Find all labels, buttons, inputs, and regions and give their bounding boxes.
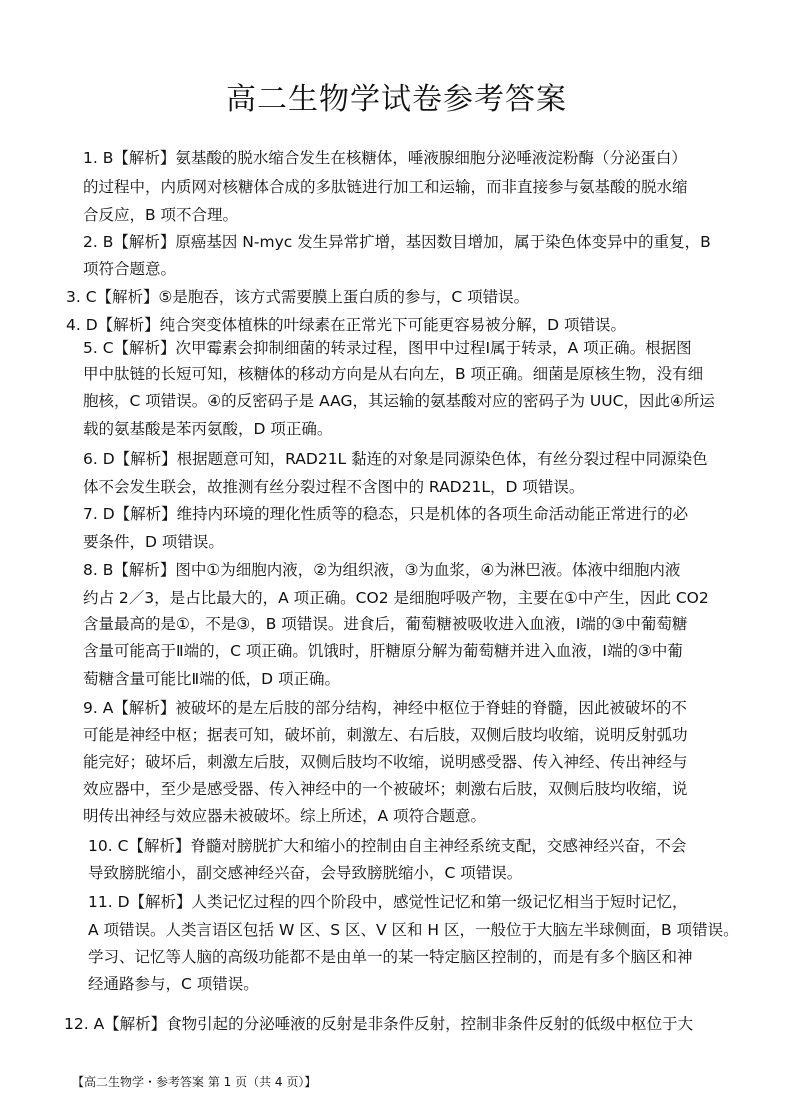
- text-line: 10. C【解析】脊髓对膀胱扩大和缩小的控制由自主神经系统支配，交感神经兴奋，不会: [88, 837, 687, 855]
- text-line: 要条件，D 项错误。: [83, 533, 224, 551]
- text-line: 甲中肽链的长短可知，核糖体的移动方向是从右向左，B 项正确。细菌是原核生物，没有细: [83, 365, 704, 383]
- text-line: 明传出神经与效应器未被破坏。综上所述，A 项符合题意。: [83, 807, 487, 825]
- text-line: 6. D【解析】根据题意可知，RAD21L 黏连的对象是同源染色体，有丝分裂过程中同源染色: [83, 450, 708, 468]
- text-line: 效应器中，至少是感受器、传入神经中的一个被破坏；刺激右后肢，双侧后肢均收缩，说: [83, 780, 688, 798]
- page-footer: 【高二生物学・参考答案 第 1 页（共 4 页）】: [72, 1075, 317, 1089]
- text-line: 约占 2／3，是占比最大的，A 项正确。CO2 是细胞呼吸产物，主要在①中产生，因此 CO2: [83, 589, 709, 607]
- text-line: 体不会发生联会，故推测有丝分裂过程不含图中的 RAD21L，D 项错误。: [83, 478, 585, 496]
- text-line: 7. D【解析】维持内环境的理化性质等的稳态，只是机体的各项生命活动能正常进行的必: [83, 505, 689, 523]
- text-line: 能完好；破坏后，刺激左后肢，双侧后肢均不收缩，说明感受器、传入神经、传出神经与: [83, 753, 688, 771]
- text-line: 含量可能高于Ⅱ端的，C 项正确。饥饿时，肝糖原分解为葡萄糖并进入血液，Ⅰ端的③中葡: [83, 642, 683, 660]
- text-line: 合反应，B 项不合理。: [83, 206, 239, 224]
- text-line: 9. A【解析】被破坏的是左后肢的部分结构，神经中枢位于脊蛙的脊髓，因此被破坏的不: [83, 699, 687, 717]
- text-line: 5. C【解析】次甲霉素会抑制细菌的转录过程，图甲中过程Ⅰ属于转录，A 项正确。根据图: [83, 339, 692, 357]
- text-line: 胞核，C 项错误。④的反密码子是 AAG，其运输的氨基酸对应的密码子为 UUC，因此④所运: [83, 392, 715, 410]
- text-line: 11. D【解析】人类记忆过程的四个阶段中，感觉性记忆和第一级记忆相当于短时记忆，: [88, 893, 688, 911]
- text-line: 学习、记忆等人脑的高级功能都不是由单一的某一特定脑区控制的，而是有多个脑区和神: [88, 948, 693, 966]
- text-line: 项符合题意。: [83, 260, 177, 278]
- text-line: 3. C【解析】⑤是胞吞，该方式需要膜上蛋白质的参与，C 项错误。: [66, 288, 530, 306]
- text-line: 2. B【解析】原癌基因 N-myc 发生异常扩增，基因数目增加，属于染色体变异中的重复，B: [83, 233, 711, 251]
- text-line: A 项错误。人类言语区包括 W 区、S 区、V 区和 H 区，一般位于大脑左半球侧面，B 项错误。: [88, 921, 739, 939]
- text-line: 导致膀胱缩小，副交感神经兴奋，会导致膀胱缩小，C 项错误。: [88, 864, 523, 882]
- text-line: 的过程中，内质网对核糖体合成的多肽链进行加工和运输，而非直接参与氨基酸的脱水缩: [83, 178, 688, 196]
- text-line: 可能是神经中枢；据表可知，破坏前，刺激左、右后肢，双侧后肢均收缩，说明反射弧功: [83, 726, 688, 744]
- text-line: 含量最高的是①，不是③，B 项错误。进食后，葡萄糖被吸收进入血液，Ⅰ端的③中葡萄糖: [83, 615, 688, 633]
- text-line: 1. B【解析】氨基酸的脱水缩合发生在核糖体，唾液腺细胞分泌唾液淀粉酶（分泌蛋白）: [83, 149, 687, 167]
- text-line: 萄糖含量可能比Ⅱ端的低，D 项正确。: [83, 670, 340, 688]
- text-line: 载的氨基酸是苯丙氨酸，D 项正确。: [83, 420, 333, 438]
- text-line: 4. D【解析】纯合突变体植株的叶绿素在正常光下可能更容易被分解，D 项错误。: [66, 316, 627, 334]
- text-line: 12. A【解析】食物引起的分泌唾液的反射是非条件反射，控制非条件反射的低级中枢位于大: [64, 1015, 694, 1033]
- text-line: 经通路参与，C 项错误。: [88, 975, 259, 993]
- text-line: 8. B【解析】图中①为细胞内液，②为组织液，③为血浆，④为淋巴液。体液中细胞内液: [83, 561, 681, 579]
- page-title: 高二生物学试卷参考答案: [226, 82, 567, 117]
